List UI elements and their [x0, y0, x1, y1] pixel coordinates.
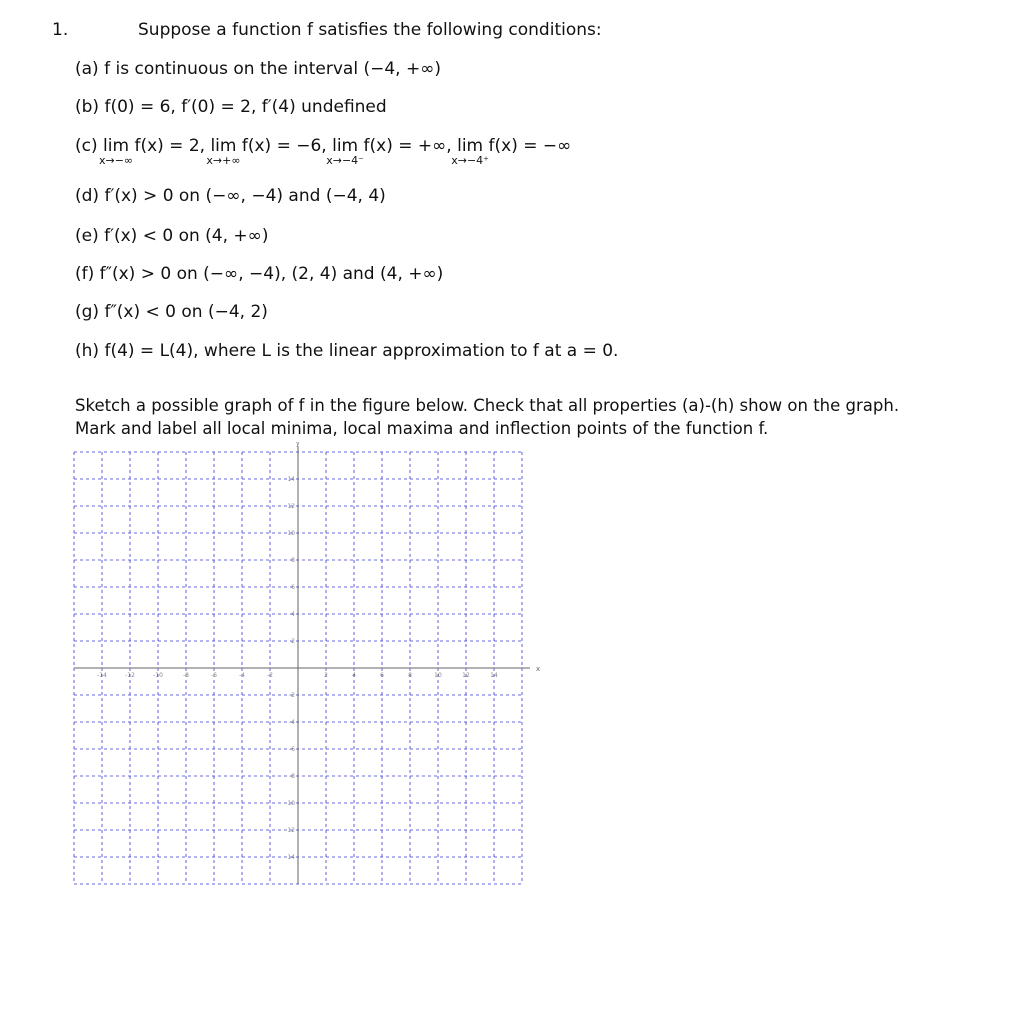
x-tick-label: 14 [490, 672, 498, 679]
condition-label: (h) [75, 341, 100, 361]
limit-sub: x→−4⁻ [326, 154, 364, 167]
limit-1: lim x→−∞ [98, 136, 134, 167]
condition-c [75, 136, 572, 167]
y-axis-label: y [296, 442, 300, 447]
x-tick-label: 6 [380, 672, 384, 679]
y-tick-label: 4 [291, 611, 295, 618]
limit-expr: f(x) = 2, [134, 136, 206, 156]
y-tick-label: -12 [285, 827, 295, 834]
condition-d [75, 186, 386, 206]
condition-label: (a) [75, 59, 99, 79]
x-axis-label: x [536, 665, 540, 673]
condition-text: f″(x) > 0 on (−∞, −4), (2, 4) and (4, +∞) [99, 264, 444, 284]
x-tick-label: -14 [97, 672, 107, 679]
condition-label: (e) [75, 226, 99, 246]
y-tick-label: -8 [289, 773, 295, 780]
condition-h [75, 341, 618, 361]
limit-3: lim x→−4⁻ [326, 136, 364, 167]
x-tick-label: -6 [211, 672, 217, 679]
y-tick-label: -2 [289, 692, 295, 699]
x-tick-label: -12 [125, 672, 135, 679]
x-tick-label: 2 [324, 672, 328, 679]
x-tick-label: 10 [434, 672, 442, 679]
condition-text: f″(x) < 0 on (−4, 2) [104, 302, 268, 322]
limit-sub: x→−4⁺ [451, 154, 489, 167]
graph-grid [70, 442, 540, 890]
condition-e [75, 226, 268, 246]
y-tick-label: 14 [287, 476, 295, 483]
x-tick-label: 12 [462, 672, 470, 679]
instructions [75, 394, 955, 440]
x-tick-label: -8 [183, 672, 189, 679]
x-tick-label: -2 [267, 672, 273, 679]
y-tick-label: 2 [291, 638, 295, 645]
problem-intro: Suppose a function f satisfies the following conditions: [138, 20, 602, 40]
problem-number: 1. [52, 20, 69, 40]
condition-label: (g) [75, 302, 100, 322]
y-tick-label: -10 [285, 800, 295, 807]
condition-label: (b) [75, 97, 100, 117]
limit-4: lim x→−4⁺ [451, 136, 489, 167]
limit-expr: f(x) = +∞, [363, 136, 452, 156]
y-tick-label: -6 [289, 746, 295, 753]
y-tick-label: 12 [287, 503, 295, 510]
limit-sub: x→−∞ [98, 154, 134, 167]
x-tick-label: -4 [239, 672, 245, 679]
x-tick-label: 4 [352, 672, 356, 679]
limit-expr: f(x) = −6, [241, 136, 327, 156]
condition-text: f′(x) > 0 on (−∞, −4) and (−4, 4) [104, 186, 386, 206]
instructions-line-2: Mark and label all local minima, local maxima and inflection points of the function f. [75, 419, 769, 438]
x-tick-label: 8 [408, 672, 412, 679]
instructions-line-1: Sketch a possible graph of f in the figure below. Check that all properties (a)-(h) show on the graph. [75, 396, 900, 415]
y-tick-label: 8 [291, 557, 295, 564]
limit-expr: f(x) = −∞ [488, 136, 572, 156]
condition-label: (c) [75, 136, 98, 156]
condition-label: (d) [75, 186, 100, 206]
y-tick-label: -14 [285, 854, 295, 861]
condition-text: f(0) = 6, f′(0) = 2, f′(4) undefined [104, 97, 387, 117]
condition-b [75, 97, 387, 117]
limit-sub: x→+∞ [206, 154, 241, 167]
condition-text: f′(x) < 0 on (4, +∞) [104, 226, 269, 246]
y-tick-label: -4 [289, 719, 295, 726]
condition-f [75, 264, 443, 284]
condition-text: f(4) = L(4), where L is the linear approximation to f at a = 0. [104, 341, 619, 361]
condition-a [75, 59, 441, 79]
limit-2: lim x→+∞ [206, 136, 241, 167]
condition-label: (f) [75, 264, 95, 284]
x-tick-label: -10 [153, 672, 163, 679]
condition-text: f is continuous on the interval (−4, +∞) [104, 59, 441, 79]
condition-g [75, 302, 268, 322]
y-tick-label: 10 [287, 530, 295, 537]
y-tick-label: 6 [291, 584, 295, 591]
